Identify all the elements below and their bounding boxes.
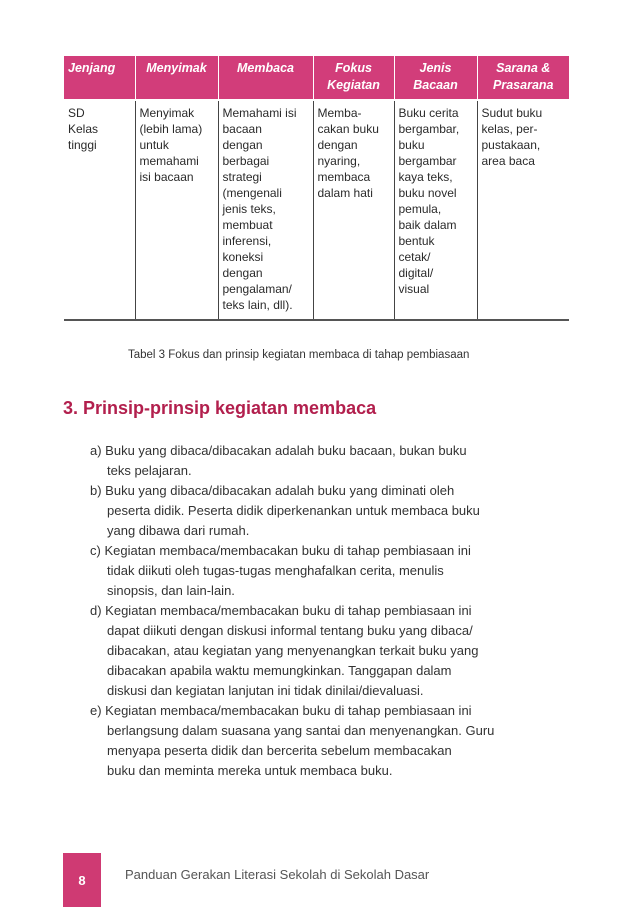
header-sarana-prasarana bbox=[477, 56, 569, 100]
table-header-row bbox=[64, 56, 569, 100]
table-row bbox=[64, 100, 569, 320]
header-line: Fokus bbox=[335, 61, 372, 75]
cell-line: baik dalam bbox=[398, 218, 457, 232]
cell-sarana-prasarana bbox=[477, 100, 569, 320]
section-heading: 3. Prinsip-prinsip kegiatan membaca bbox=[63, 398, 377, 418]
cell-line: visual bbox=[398, 282, 430, 296]
list-item bbox=[90, 601, 550, 701]
principle-line: menyapa peserta didik dan bercerita sebelum membacakan bbox=[107, 743, 452, 758]
principle-line: dibacakan apabila waktu memungkinkan. Tanggapan dalam bbox=[107, 663, 452, 678]
header-line: Bacaan bbox=[413, 78, 458, 92]
cell-line: SD bbox=[68, 106, 85, 120]
principle-line: tidak diikuti oleh tugas-tugas menghafalkan cerita, menulis bbox=[107, 563, 444, 578]
cell-line: isi bacaan bbox=[139, 170, 194, 184]
cell-line: Sudut buku bbox=[481, 106, 543, 120]
cell-line: pustakaan, bbox=[481, 138, 541, 152]
principle-line: sinopsis, dan lain-lain. bbox=[107, 583, 235, 598]
cell-line: (lebih lama) bbox=[139, 122, 203, 136]
header-fokus-kegiatan bbox=[313, 56, 394, 100]
header-line: Prasarana bbox=[493, 78, 554, 92]
list-item bbox=[90, 481, 550, 541]
cell-line: Memba- bbox=[317, 106, 362, 120]
cell-line: dengan bbox=[317, 138, 358, 152]
list-item bbox=[90, 701, 550, 781]
cell-line: pemula, bbox=[398, 202, 442, 216]
header-menyimak bbox=[135, 56, 218, 100]
cell-line: tinggi bbox=[68, 138, 97, 152]
list-item bbox=[90, 541, 550, 601]
header-jenjang bbox=[64, 56, 135, 100]
cell-line: bergambar bbox=[398, 154, 457, 168]
cell-line: bergambar, bbox=[398, 122, 460, 136]
cell-line: berbagai bbox=[222, 154, 270, 168]
page-number: 8 bbox=[63, 853, 101, 907]
cell-line: Buku cerita bbox=[398, 106, 459, 120]
principle-line: dibacakan, atau kegiatan yang menyenangkan terkait buku yang bbox=[107, 643, 479, 658]
cell-line: strategi bbox=[222, 170, 262, 184]
cell-fokus-kegiatan bbox=[313, 100, 394, 320]
table-caption: Tabel 3 Fokus dan prinsip kegiatan membaca di tahap pembiasaan bbox=[128, 349, 470, 361]
cell-line: buku novel bbox=[398, 186, 457, 200]
cell-line: bentuk bbox=[398, 234, 435, 248]
principle-line: a) Buku yang dibaca/dibacakan adalah buku bacaan, bukan buku bbox=[90, 443, 467, 458]
cell-line: dengan bbox=[222, 138, 263, 152]
cell-line: cakan buku bbox=[317, 122, 379, 136]
cell-line: pengalaman/ bbox=[222, 282, 292, 296]
cell-line: area baca bbox=[481, 154, 535, 168]
cell-line: Memahami isi bbox=[222, 106, 297, 120]
header-membaca bbox=[218, 56, 313, 100]
cell-line: jenis teks, bbox=[222, 202, 276, 216]
cell-jenjang bbox=[64, 100, 135, 320]
header-line: Menyimak bbox=[146, 61, 207, 75]
cell-line: untuk bbox=[139, 138, 169, 152]
cell-menyimak bbox=[135, 100, 218, 320]
cell-line: nyaring, bbox=[317, 154, 361, 168]
cell-line: inferensi, bbox=[222, 234, 272, 248]
cell-line: (mengenali bbox=[222, 186, 282, 200]
cell-line: dengan bbox=[222, 266, 263, 280]
header-jenis-bacaan bbox=[394, 56, 477, 100]
header-line: Jenjang bbox=[68, 61, 116, 75]
principles-list bbox=[90, 441, 550, 781]
cell-line: koneksi bbox=[222, 250, 264, 264]
cell-line: kelas, per- bbox=[481, 122, 538, 136]
header-line: Jenis bbox=[419, 61, 452, 75]
focus-table bbox=[64, 56, 569, 321]
cell-line: membaca bbox=[317, 170, 371, 184]
header-line: Sarana & bbox=[496, 61, 551, 75]
principle-line: diskusi dan kegiatan lanjutan ini tidak dinilai/dievaluasi. bbox=[107, 683, 424, 698]
principle-line: peserta didik. Peserta didik diperkenankan untuk membaca buku bbox=[107, 503, 480, 518]
footer-title: Panduan Gerakan Literasi Sekolah di Sekolah Dasar bbox=[125, 867, 430, 882]
cell-line: Menyimak bbox=[139, 106, 195, 120]
principle-line: dapat diikuti dengan diskusi informal tentang buku yang dibaca/ bbox=[107, 623, 473, 638]
cell-line: digital/ bbox=[398, 266, 434, 280]
cell-line: membuat bbox=[222, 218, 273, 232]
principle-line: yang dibawa dari rumah. bbox=[107, 523, 250, 538]
header-line: Kegiatan bbox=[327, 78, 380, 92]
cell-line: memahami bbox=[139, 154, 199, 168]
cell-membaca bbox=[218, 100, 313, 320]
cell-line: kaya teks, bbox=[398, 170, 453, 184]
cell-jenis-bacaan bbox=[394, 100, 477, 320]
principle-line: b) Buku yang dibaca/dibacakan adalah buku yang diminati oleh bbox=[90, 483, 455, 498]
cell-line: teks lain, dll). bbox=[222, 298, 293, 312]
cell-line: buku bbox=[398, 138, 425, 152]
list-item bbox=[90, 441, 550, 481]
cell-line: cetak/ bbox=[398, 250, 431, 264]
principle-line: e) Kegiatan membaca/membacakan buku di tahap pembiasaan ini bbox=[90, 703, 472, 718]
cell-line: Kelas bbox=[68, 122, 99, 136]
principle-line: berlangsung dalam suasana yang santai dan menyenangkan. Guru bbox=[107, 723, 495, 738]
header-line: Membaca bbox=[237, 61, 294, 75]
principle-line: d) Kegiatan membaca/membacakan buku di tahap pembiasaan ini bbox=[90, 603, 472, 618]
principle-line: c) Kegiatan membaca/membacakan buku di tahap pembiasaan ini bbox=[90, 543, 471, 558]
principle-line: teks pelajaran. bbox=[107, 463, 192, 478]
cell-line: dalam hati bbox=[317, 186, 373, 200]
cell-line: bacaan bbox=[222, 122, 262, 136]
principle-line: buku dan meminta mereka untuk membaca buku. bbox=[107, 763, 393, 778]
